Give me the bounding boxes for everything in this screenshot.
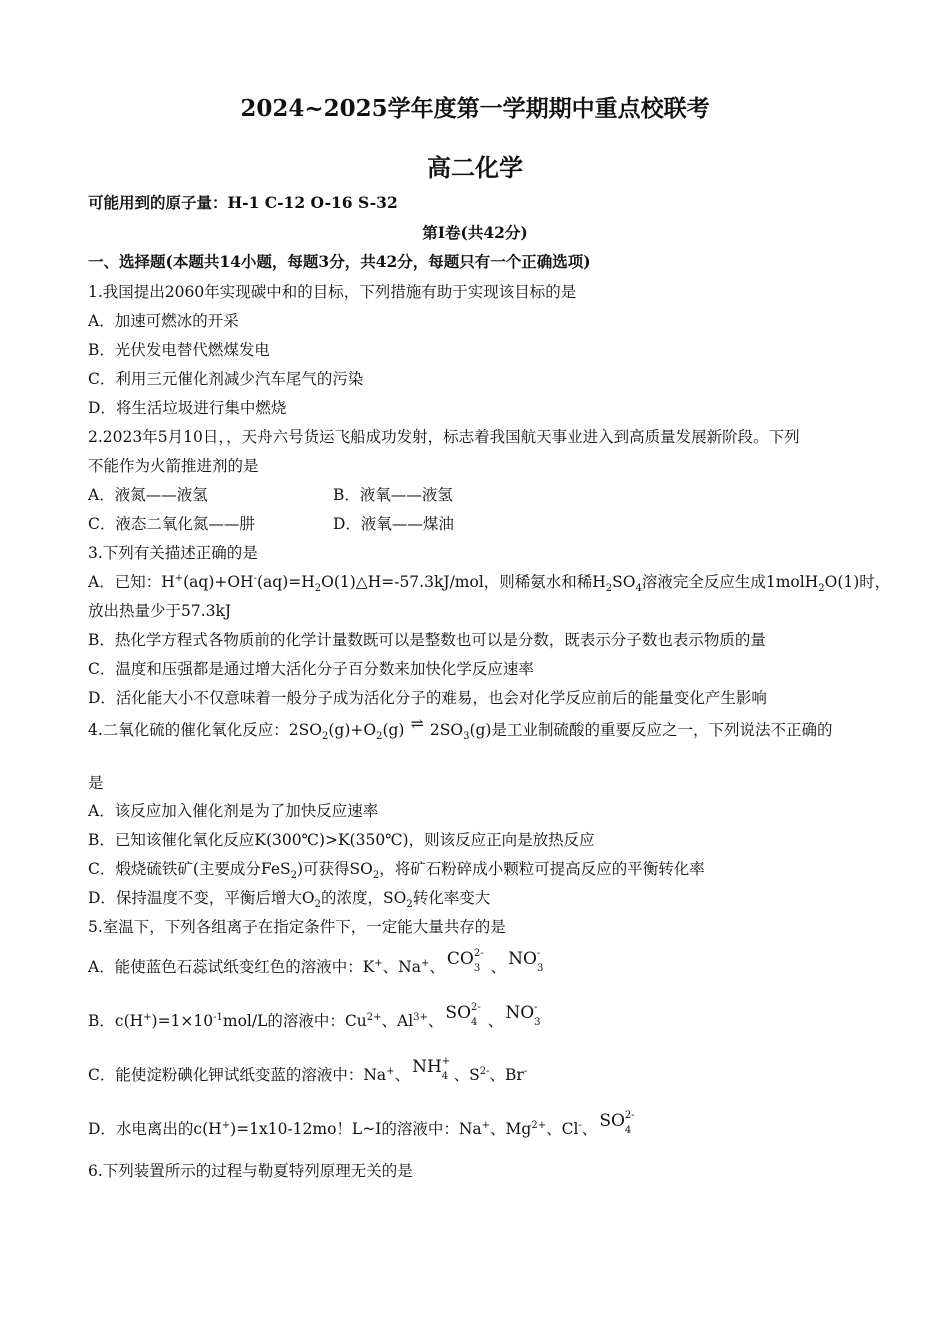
ion-so4: SO 2- 4 xyxy=(599,1110,635,1136)
atomic-mass-line: 可能用到的原子量：H-1 C-12 O-16 S-32 xyxy=(88,193,398,212)
q2-options-row2 xyxy=(88,513,788,535)
q1-option-a: A．加速可燃冰的开采 xyxy=(88,312,239,330)
subject-title: 高二化学 xyxy=(427,153,523,182)
q5-option-a: A．能使蓝色石蕊试纸变红色的溶液中：K+、Na+、 CO 2- 3 、 NO - 3 xyxy=(88,948,544,976)
q3-stem: 3.下列有关描述正确的是 xyxy=(88,544,258,562)
q5-stem: 5.室温下，下列各组离子在指定条件下，一定能大量共存的是 xyxy=(88,918,506,936)
equilibrium-arrow-icon: ⇌ xyxy=(410,714,424,733)
q5-option-b: B．$c(H^+)=1\times 10^{-1}mol/L$的溶液中：$Cu^{2+}$、$Al^{3+}$、 SO 2- 4 、 NO - 3 xyxy=(88,1002,541,1030)
section-title: 一、选择题(本题共14小题，每题3分，共42分，每题只有一个正确选项) xyxy=(88,252,591,271)
q3-option-a-line2: 放出热量少于57.3kJ xyxy=(88,602,232,620)
q2-stem-line2: 不能作为火箭推进剂的是 xyxy=(88,457,259,475)
q1-stem: 1.我国提出2060年实现碳中和的目标，下列措施有助于实现该目标的是 xyxy=(88,283,577,301)
ion-so4: SO 2- 4 xyxy=(445,1002,481,1028)
q4-option-a: A．该反应加入催化剂是为了加快反应速率 xyxy=(88,802,379,820)
q6-stem: 6.下列装置所示的过程与勒夏特列原理无关的是 xyxy=(88,1162,413,1180)
q2-option-b: B．液氧——液氢 xyxy=(333,486,453,504)
q4-stem-line2: 是 xyxy=(88,774,104,792)
q3-option-c: C．温度和压强都是通过增大活化分子百分数来加快化学反应速率 xyxy=(88,660,534,678)
q4-option-c: C．煅烧硫铁矿(主要成分FeS$_2$)可获得$SO_2$，将矿石粉碎成小颗粒可提高反应的平衡转化率 xyxy=(88,860,705,882)
exam-title: 2024~2025学年度第一学期期中重点校联考 xyxy=(240,95,710,122)
q5-option-d: D．水电离出的c(H+)=1x10-12mo！L~I的溶液中：Na+、$Mg^{2+}$、Cl-、 SO 2- 4 xyxy=(88,1110,635,1138)
q2-options-row1 xyxy=(88,484,788,506)
q2-option-a: A．液氮——液氢 xyxy=(88,486,208,504)
q4-option-b: B．已知该催化氧化反应K(300℃)>K(350℃)，则该反应正向是放热反应 xyxy=(88,831,595,849)
q1-option-b: B．光伏发电替代燃煤发电 xyxy=(88,341,270,359)
ion-no3: NO - 3 xyxy=(505,1002,541,1028)
q1-option-d: D．将生活垃圾进行集中燃烧 xyxy=(88,399,287,417)
q2-option-d: D．液氧——煤油 xyxy=(333,515,454,533)
q4-stem-line1: 4.二氧化硫的催化氧化反应：$2SO_2(g)+O_2(g)$ ⇌ $2SO_3(g)$是工业制硫酸的重要反应之一，下列说法不正确的 xyxy=(88,714,833,743)
q5-option-c: C．能使淀粉碘化钾试纸变蓝的溶液中：Na+、 NH + 4 、$S^{2-}$、Br- xyxy=(88,1056,528,1084)
ion-co3: CO 2- 3 xyxy=(446,948,484,974)
q3-option-b: B．热化学方程式各物质前的化学计量数既可以是整数也可以是分数，既表示分子数也表示物质的量 xyxy=(88,631,766,649)
q2-option-c: C．液态二氧化氮——肼 xyxy=(88,515,255,533)
q3-option-d: D．活化能大小不仅意味着一般分子成为活化分子的难易，也会对化学反应前后的能量变化产生影响 xyxy=(88,689,767,707)
q4-option-d: D．保持温度不变，平衡后增大$O_2$的浓度，$SO_2$转化率变大 xyxy=(88,889,491,911)
ion-no3: NO - 3 xyxy=(508,948,544,974)
ion-nh4: NH + 4 xyxy=(412,1056,451,1082)
part-title: 第Ⅰ卷(共42分) xyxy=(422,223,528,242)
q3-option-a-line1: A．已知：$H^+(aq)+OH^-(aq)=H_2O(1)\triangle H=-57.3kJ$/mol，则稀氨水和稀$H_2SO_4$溶液完全反应生成1molH$_2$O(1)时， xyxy=(88,572,891,595)
q2-stem-line1: 2.2023年5月10日，，天舟六号货运飞船成功发射，标志着我国航天事业进入到高质量发展新阶段。下列 xyxy=(88,428,800,446)
q1-option-c: C．利用三元催化剂减少汽车尾气的污染 xyxy=(88,370,364,388)
